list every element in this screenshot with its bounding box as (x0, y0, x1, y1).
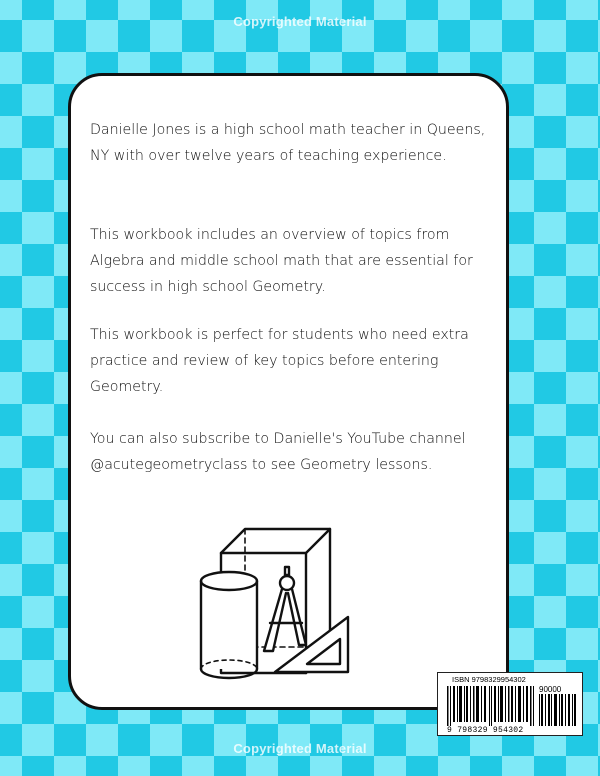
audience-paragraph: This workbook is perfect for students who need extra practice and review of key topics before entering Geometry. (90, 327, 469, 395)
author-bio-paragraph: Danielle Jones is a high school math teacher in Queens, NY with over twelve years of teaching experience. (90, 122, 486, 164)
youtube-paragraph: You can also subscribe to Danielle's YouTube channel @acutegeometryclass to see Geometry lessons. (90, 431, 466, 473)
price-code: 90000 (539, 685, 562, 694)
isbn-label: ISBN 9798329954302 (452, 675, 526, 684)
barcode-digits: 9 798329 954302 (447, 726, 524, 735)
price-addon-bars (539, 694, 577, 726)
isbn-barcode (437, 672, 583, 736)
geometry-tools-icon (190, 523, 360, 693)
workbook-overview-paragraph: This workbook includes an overview of topics from Algebra and middle school math that are essential for success in high school Geometry. (90, 227, 473, 295)
watermark-bottom: Copyrighted Material (233, 741, 367, 756)
barcode-bars (447, 686, 535, 726)
watermark-top: Copyrighted Material (233, 14, 367, 29)
